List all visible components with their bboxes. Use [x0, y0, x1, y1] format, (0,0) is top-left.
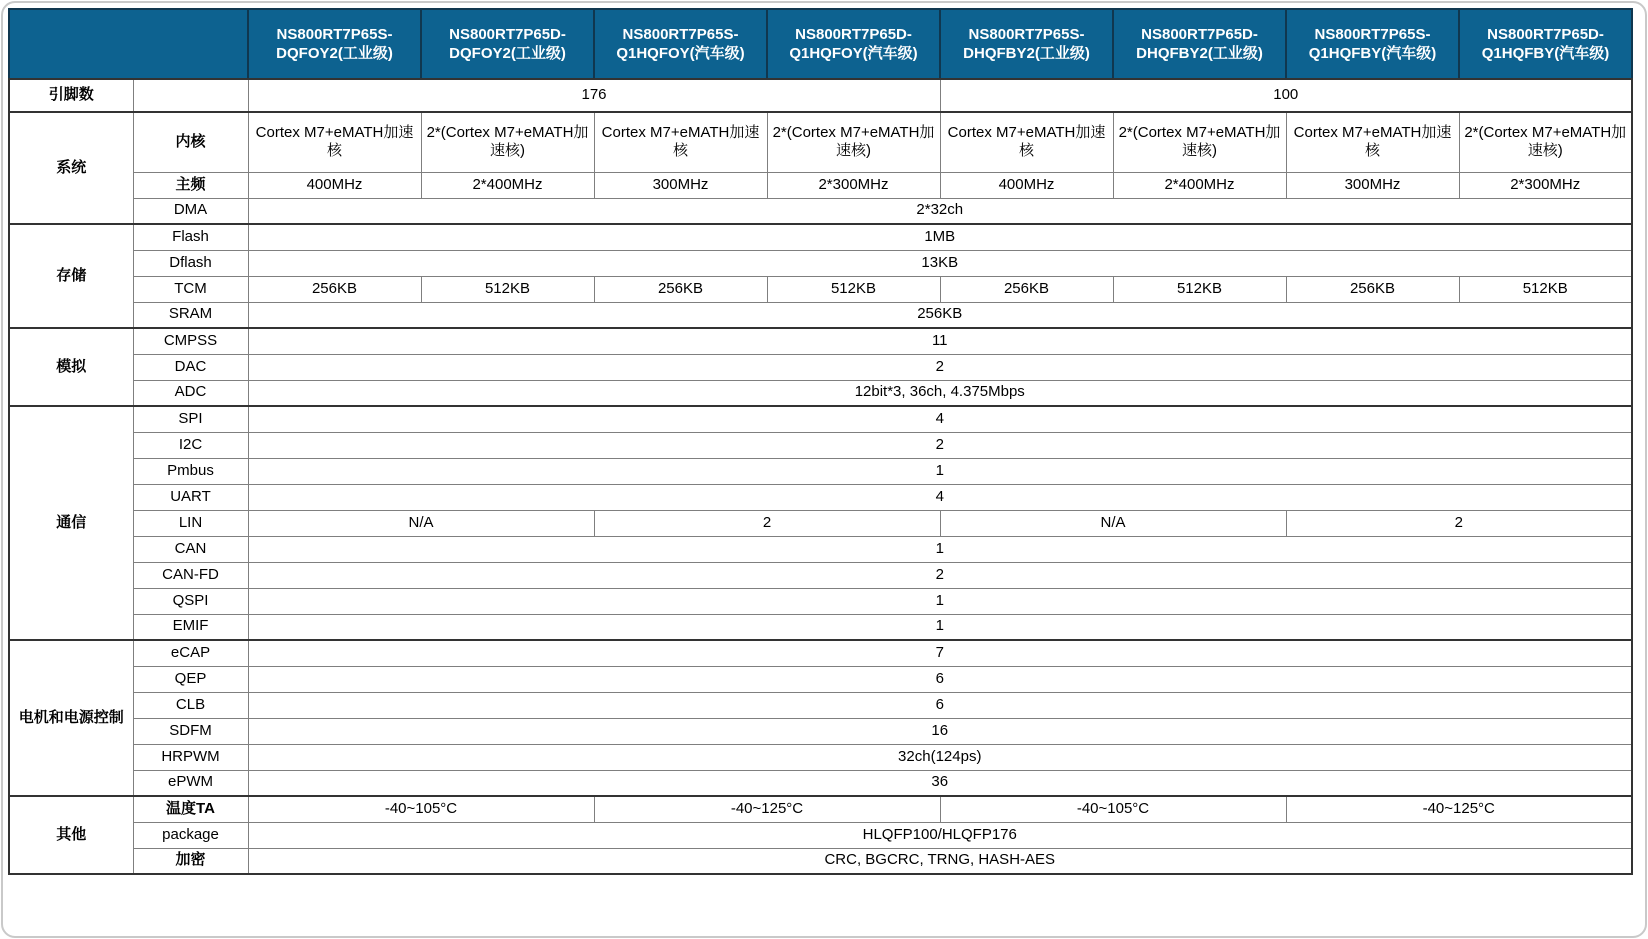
value-cell: 2: [594, 510, 940, 536]
table-row: [9, 406, 1632, 432]
row-label-cell: QEP: [133, 666, 248, 692]
table-row: [9, 536, 1632, 562]
value-cell: 2: [248, 562, 1632, 588]
value-cell: 2*400MHz: [421, 172, 594, 198]
row-label-cell: SRAM: [133, 302, 248, 328]
value-cell: 256KB: [1286, 276, 1459, 302]
value-cell: 2: [1286, 510, 1632, 536]
row-label-cell: Pmbus: [133, 458, 248, 484]
table-row: [9, 510, 1632, 536]
product-header-cell: NS800RT7P65S-Q1HQFBY(汽车级): [1286, 9, 1459, 79]
value-cell: 256KB: [594, 276, 767, 302]
row-label-cell: CMPSS: [133, 328, 248, 354]
value-cell: 512KB: [767, 276, 940, 302]
table-row: [9, 796, 1632, 822]
table-row: [9, 848, 1632, 874]
value-cell: 2*400MHz: [1113, 172, 1286, 198]
category-cell: 存储: [9, 224, 133, 328]
row-label-cell: eCAP: [133, 640, 248, 666]
value-cell: 1: [248, 588, 1632, 614]
value-cell: Cortex M7+eMATH加速核: [940, 112, 1113, 172]
category-cell: 系统: [9, 112, 133, 224]
table-row: [9, 250, 1632, 276]
value-cell: 300MHz: [594, 172, 767, 198]
row-label-cell: CAN: [133, 536, 248, 562]
value-cell: 2*(Cortex M7+eMATH加速核): [767, 112, 940, 172]
row-label-cell: TCM: [133, 276, 248, 302]
table-row: [9, 354, 1632, 380]
category-cell: 电机和电源控制: [9, 640, 133, 796]
category-cell: 通信: [9, 406, 133, 640]
table-row: [9, 692, 1632, 718]
product-header-cell: NS800RT7P65D-DHQFBY2(工业级): [1113, 9, 1286, 79]
value-cell: Cortex M7+eMATH加速核: [1286, 112, 1459, 172]
value-cell: 1MB: [248, 224, 1632, 250]
value-cell: N/A: [248, 510, 594, 536]
row-label-cell: Flash: [133, 224, 248, 250]
value-cell: Cortex M7+eMATH加速核: [248, 112, 421, 172]
table-row: [9, 562, 1632, 588]
table-row: [9, 79, 1632, 112]
row-label-cell: SDFM: [133, 718, 248, 744]
row-label-cell: CLB: [133, 692, 248, 718]
table-row: [9, 822, 1632, 848]
value-cell: -40~105°C: [940, 796, 1286, 822]
row-label-cell: package: [133, 822, 248, 848]
value-cell: 2*32ch: [248, 198, 1632, 224]
row-label-cell: ADC: [133, 380, 248, 406]
table-row: [9, 770, 1632, 796]
table-row: [9, 666, 1632, 692]
row-label-cell: I2C: [133, 432, 248, 458]
table-row: [9, 458, 1632, 484]
value-cell: 2: [248, 432, 1632, 458]
table-row: [9, 224, 1632, 250]
table-row: [9, 484, 1632, 510]
value-cell: 512KB: [1113, 276, 1286, 302]
value-cell: 512KB: [421, 276, 594, 302]
product-header-cell: NS800RT7P65D-Q1HQFOY(汽车级): [767, 9, 940, 79]
value-cell: 16: [248, 718, 1632, 744]
row-label-cell: DMA: [133, 198, 248, 224]
row-label-cell: Dflash: [133, 250, 248, 276]
table-row: [9, 744, 1632, 770]
value-cell: Cortex M7+eMATH加速核: [594, 112, 767, 172]
value-cell: -40~105°C: [248, 796, 594, 822]
table-row: [9, 276, 1632, 302]
row-label-cell: ePWM: [133, 770, 248, 796]
value-cell: 2: [248, 354, 1632, 380]
value-cell: CRC, BGCRC, TRNG, HASH-AES: [248, 848, 1632, 874]
value-cell: 400MHz: [940, 172, 1113, 198]
table-row: [9, 718, 1632, 744]
product-header-cell: NS800RT7P65D-DQFOY2(工业级): [421, 9, 594, 79]
value-cell: 2*(Cortex M7+eMATH加速核): [1459, 112, 1632, 172]
category-cell: 模拟: [9, 328, 133, 406]
table-corner-cell: [9, 9, 248, 79]
value-cell: 11: [248, 328, 1632, 354]
value-cell: 6: [248, 692, 1632, 718]
value-cell: -40~125°C: [1286, 796, 1632, 822]
product-header-cell: NS800RT7P65S-Q1HQFOY(汽车级): [594, 9, 767, 79]
value-cell: 256KB: [940, 276, 1113, 302]
value-cell: 1: [248, 614, 1632, 640]
row-label-cell: 主频: [133, 172, 248, 198]
value-cell: 176: [248, 79, 940, 112]
product-header-cell: NS800RT7P65D-Q1HQFBY(汽车级): [1459, 9, 1632, 79]
row-label-cell: CAN-FD: [133, 562, 248, 588]
value-cell: 2*(Cortex M7+eMATH加速核): [421, 112, 594, 172]
row-label-cell: 加密: [133, 848, 248, 874]
value-cell: 2*(Cortex M7+eMATH加速核): [1113, 112, 1286, 172]
row-label-cell: LIN: [133, 510, 248, 536]
row-label-cell: SPI: [133, 406, 248, 432]
value-cell: 256KB: [248, 302, 1632, 328]
category-cell: 引脚数: [9, 79, 133, 112]
row-label-cell: 温度TA: [133, 796, 248, 822]
row-label-cell: EMIF: [133, 614, 248, 640]
value-cell: 4: [248, 406, 1632, 432]
product-spec-table: [8, 8, 1633, 875]
value-cell: 1: [248, 536, 1632, 562]
row-label-cell: HRPWM: [133, 744, 248, 770]
value-cell: 6: [248, 666, 1632, 692]
value-cell: 7: [248, 640, 1632, 666]
row-label-cell: UART: [133, 484, 248, 510]
table-row: [9, 432, 1632, 458]
row-label-cell: QSPI: [133, 588, 248, 614]
table-row: [9, 380, 1632, 406]
value-cell: 2*300MHz: [1459, 172, 1632, 198]
value-cell: -40~125°C: [594, 796, 940, 822]
product-header-cell: NS800RT7P65S-DQFOY2(工业级): [248, 9, 421, 79]
row-label-cell: DAC: [133, 354, 248, 380]
value-cell: 12bit*3, 36ch, 4.375Mbps: [248, 380, 1632, 406]
product-header-cell: NS800RT7P65S-DHQFBY2(工业级): [940, 9, 1113, 79]
value-cell: 400MHz: [248, 172, 421, 198]
value-cell: 36: [248, 770, 1632, 796]
value-cell: 2*300MHz: [767, 172, 940, 198]
value-cell: 13KB: [248, 250, 1632, 276]
table-row: [9, 302, 1632, 328]
value-cell: 32ch(124ps): [248, 744, 1632, 770]
table-row: [9, 112, 1632, 172]
table-row: [9, 614, 1632, 640]
category-cell: 其他: [9, 796, 133, 874]
value-cell: 512KB: [1459, 276, 1632, 302]
row-label-cell: 内核: [133, 112, 248, 172]
table-row: [9, 172, 1632, 198]
table-row: [9, 198, 1632, 224]
value-cell: 4: [248, 484, 1632, 510]
value-cell: 256KB: [248, 276, 421, 302]
table-row: [9, 588, 1632, 614]
table-row: [9, 640, 1632, 666]
product-header-row: [9, 9, 1632, 79]
value-cell: 1: [248, 458, 1632, 484]
value-cell: 300MHz: [1286, 172, 1459, 198]
value-cell: N/A: [940, 510, 1286, 536]
value-cell: 100: [940, 79, 1632, 112]
value-cell: HLQFP100/HLQFP176: [248, 822, 1632, 848]
row-label-cell: [133, 79, 248, 112]
table-row: [9, 328, 1632, 354]
